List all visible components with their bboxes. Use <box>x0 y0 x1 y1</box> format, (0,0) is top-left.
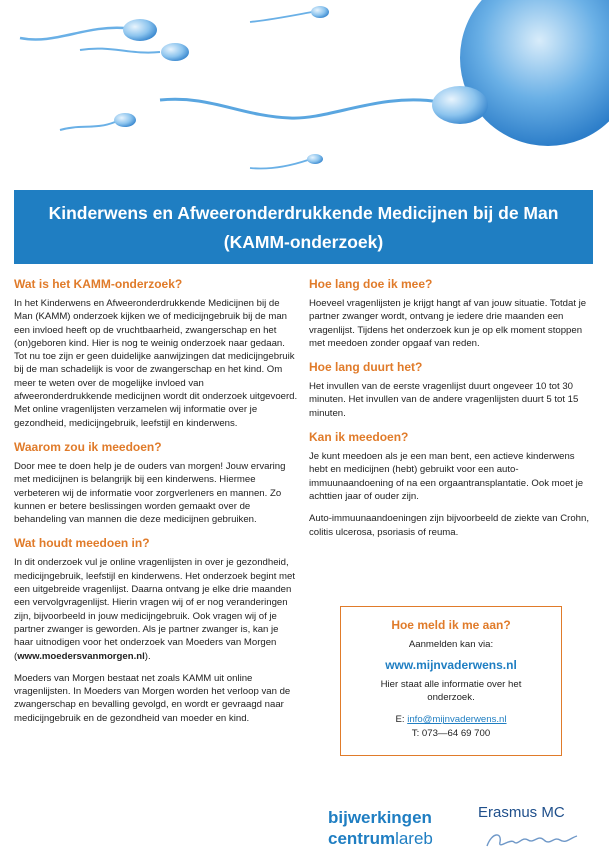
email-link[interactable]: info@mijnvaderwens.nl <box>407 714 507 726</box>
right-column <box>309 276 594 548</box>
signup-heading: Hoe meld ik me aan? <box>391 618 511 632</box>
section-heading-time: Hoe lang duurt het? <box>309 360 423 375</box>
section-body-eligibility: Je kunt meedoen als je een man bent, een actieve kinderwens hebt en medicijnen (hebt) gebruikt voor een auto-immuunaandoening of na een orgaantransplantatie. Ook moet je achttien jaar of ouder zijn. <box>309 451 584 502</box>
signup-phone: T: 073—64 69 700 <box>411 727 491 739</box>
section-body-what: In het Kinderwens en Afweeronderdrukkende Medicijnen bij de Man (KAMM) onderzoek kijken we of medicijngebruik bij de man een invloed heeft op de vruchtbaarheid, zwangerschap en het (on)geboren kind. Hier is nog te weinig onderzoek naar gedaan. Tot nu toe zijn er geen duidelijke aanwijzingen dat medicijngebruik bij de man schadelijk is voor de zwangerschap en het kind. Om meer te weten over de mogelijke invloed van afweeronderdrukkende medicijnen wordt dit onderzoek uitgevoerd. Met online vragenlijsten verzamelen wij informatie over je gezondheid, medicijngebruik, leefstijl en kinderwens. <box>14 298 298 429</box>
section-body-moeders: Moeders van Morgen bestaat net zoals KAMM uit online vragenlijsten. In Moeders van Morgen worden het verloop van de zwangerschap en bevalling gevolgd, en wordt er gevraagd naar medicijngebruik en de gezondheid van moeder en kind. <box>14 672 291 724</box>
section-body-why: Door mee te doen help je de ouders van morgen! Jouw ervaring met medicijnen is belangrijk bij een kinderwens. Hiermee verbeteren wij de informatie voor zorgverleners en mannen. Zo kunnen er betere beslissingen worden gemaakt over de behandeling van mannen die deze medicijnen gebruiken. <box>14 460 286 526</box>
section-heading-what: Wat is het KAMM-onderzoek? <box>14 277 183 291</box>
section-heading-participation: Wat houdt meedoen in? <box>14 536 150 551</box>
section-body-duration: Hoeveel vragenlijsten je krijgt hangt af van jouw situatie. Totdat je partner zwanger wordt, ontvang je iedere drie maanden een vragenlijst. Tijdens het onderzoek kun je op elk moment stoppen met meedoen zonder opgaaf van reden. <box>309 298 587 349</box>
section-heading-why: Waarom zou ik meedoen? <box>14 439 162 454</box>
sperm-illustration <box>0 0 609 186</box>
erasmus-signature-icon <box>482 824 582 854</box>
section-body-time: Het invullen van de eerste vragenlijst duurt ongeveer 10 tot 30 minuten. Het invullen van de andere vragenlijsten duurt 5 tot 15 minuten. <box>309 381 579 419</box>
page-title: Kinderwens en Afweeronderdrukkende Medicijnen bij de Man <box>48 203 559 223</box>
title-banner <box>14 190 593 264</box>
lareb-logo: bijwerkingen centrumlareb <box>328 808 433 848</box>
signup-box <box>340 606 562 756</box>
signup-intro: Aanmelden kan via: <box>408 639 494 651</box>
section-heading-duration: Hoe lang doe ik mee? <box>309 277 433 291</box>
section-body-examples: Auto-immuunaandoeningen zijn bijvoorbeeld de ziekte van Crohn, colitis ulcerosa, psoriasis of reuma. <box>309 513 589 538</box>
page-subtitle: (KAMM-onderzoek) <box>223 232 384 252</box>
left-column <box>14 276 298 734</box>
erasmus-mc-logo: Erasmus MC <box>478 804 598 860</box>
signup-url-link[interactable]: www.mijnvaderwens.nl <box>385 657 517 672</box>
section-heading-eligibility: Kan ik meedoen? <box>309 430 409 445</box>
signup-email-row: E: info@mijnvaderwens.nl <box>395 714 507 726</box>
section-body-participation: In dit onderzoek vul je online vragenlijsten in over je gezondheid, medicijngebruik, leefstijl en kinderwens. Het onderzoek begint met een uitgebreide vragenlijst. Daarna ontvang je elke drie maanden een vervolgvragenlijst. Hierin vragen wij of er nog veranderingen zijn, bijvoorbeeld in jouw medicijngebruik. Ook vragen wij of je partner zwanger is geworden. Als je partner zwanger is, kan je haar uitnodigen voor het onderzoek van Moeders van Morgen (www.moedersvanmorgen.nl). <box>14 557 296 662</box>
moedersvanmorgen-link[interactable]: www.moedersvanmorgen.nl <box>17 650 145 662</box>
hero-image <box>0 0 609 186</box>
signup-info: Hier staat alle informatie over het onderzoek. <box>380 678 522 704</box>
